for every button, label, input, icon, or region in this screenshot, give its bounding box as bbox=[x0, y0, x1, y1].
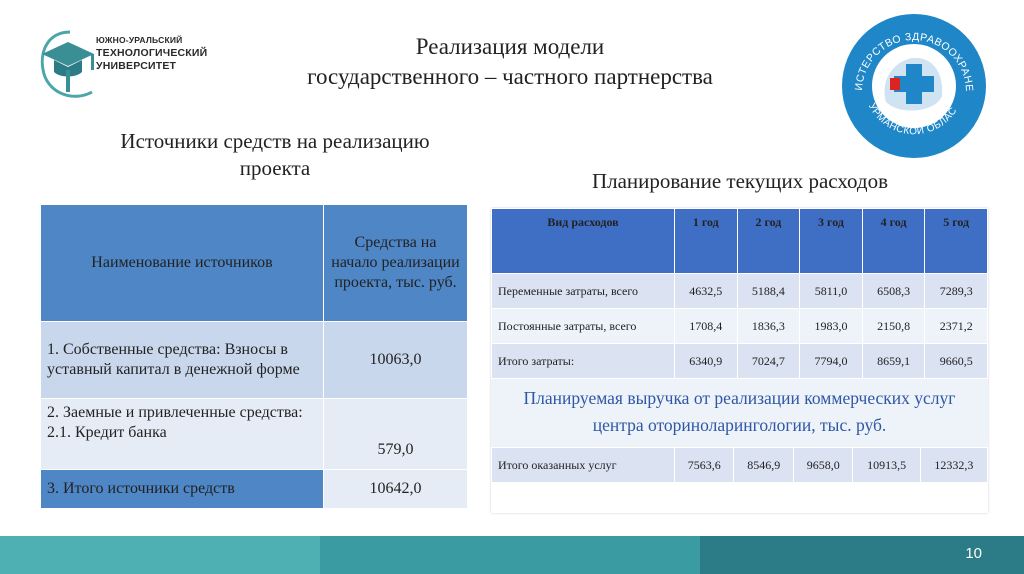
value-cell: 6340,9 bbox=[675, 344, 738, 379]
source-name-cell: 3. Итого источники средств bbox=[41, 470, 324, 509]
table-row bbox=[492, 448, 988, 483]
sources-heading-line-2: проекта bbox=[239, 156, 311, 180]
table-row bbox=[492, 274, 988, 309]
university-logo bbox=[34, 22, 208, 102]
logo-line-2: ТЕХНОЛОГИЧЕСКИЙ bbox=[96, 47, 208, 59]
header-name-cell: Наименование источников bbox=[41, 205, 324, 322]
footer-band-segment bbox=[0, 536, 320, 574]
graduation-cap-icon bbox=[34, 22, 104, 102]
header-cell: 5 год bbox=[925, 209, 988, 274]
table-row bbox=[492, 344, 988, 379]
value-cell: 8546,9 bbox=[734, 448, 793, 483]
footer-band-segment bbox=[320, 536, 700, 574]
value-cell: 2150,8 bbox=[862, 309, 925, 344]
value-cell: 8659,1 bbox=[862, 344, 925, 379]
value-cell: 7024,7 bbox=[737, 344, 800, 379]
value-cell: 7794,0 bbox=[800, 344, 863, 379]
value-cell: 12332,3 bbox=[920, 448, 987, 483]
value-cell: 7563,6 bbox=[675, 448, 734, 483]
sources-heading-line-1: Источники средств на реализацию bbox=[120, 129, 430, 153]
source-value-cell: 579,0 bbox=[324, 399, 468, 470]
expenses-table bbox=[491, 208, 988, 379]
table-header-row bbox=[41, 205, 468, 322]
value-cell: 1983,0 bbox=[800, 309, 863, 344]
header-cell: 4 год bbox=[862, 209, 925, 274]
expense-name-cell: Переменные затраты, всего bbox=[492, 274, 675, 309]
value-cell: 10913,5 bbox=[853, 448, 920, 483]
title-line-2: государственного – частного партнерства bbox=[307, 64, 713, 89]
logo-line-1: ЮЖНО-УРАЛЬСКИЙ bbox=[96, 35, 183, 45]
source-value-cell: 10063,0 bbox=[324, 322, 468, 399]
page-number: 10 bbox=[965, 545, 982, 562]
table-row bbox=[41, 399, 468, 470]
expenses-block bbox=[491, 208, 988, 513]
source-value-cell: 10642,0 bbox=[324, 470, 468, 509]
footer-band bbox=[0, 536, 1024, 574]
title-line-1: Реализация модели bbox=[415, 34, 605, 59]
revenue-table bbox=[491, 447, 988, 483]
header-cell: 2 год bbox=[737, 209, 800, 274]
value-cell: 4632,5 bbox=[675, 274, 738, 309]
value-cell: 2371,2 bbox=[925, 309, 988, 344]
table-row bbox=[41, 470, 468, 509]
sources-table bbox=[40, 204, 468, 509]
university-name bbox=[96, 34, 216, 73]
slide-title bbox=[200, 32, 820, 92]
source-name-cell: 2. Заемные и привлеченные средства: 2.1. Кредит банка bbox=[41, 399, 324, 470]
value-cell: 9658,0 bbox=[793, 448, 852, 483]
value-cell: 6508,3 bbox=[862, 274, 925, 309]
table-row bbox=[492, 309, 988, 344]
logo-line-3: УНИВЕРСИТЕТ bbox=[96, 60, 177, 72]
revenue-heading-line-2: центра оториноларингологии, тыс. руб. bbox=[592, 415, 887, 435]
value-cell: 5188,4 bbox=[737, 274, 800, 309]
sources-heading bbox=[60, 128, 490, 182]
header-cell: Вид расходов bbox=[492, 209, 675, 274]
revenue-name-cell: Итого оказанных услуг bbox=[492, 448, 675, 483]
value-cell: 1708,4 bbox=[675, 309, 738, 344]
revenue-heading bbox=[491, 379, 988, 447]
revenue-heading-line-1: Планируемая выручка от реализации коммерческих услуг bbox=[523, 388, 956, 408]
expenses-heading: Планирование текущих расходов bbox=[591, 169, 889, 193]
emblem-text-top: ИСТЕРСТВО ЗДРАВООХРАНЕ bbox=[852, 30, 976, 93]
header-cell: 1 год bbox=[675, 209, 738, 274]
expense-name-cell: Итого затраты: bbox=[492, 344, 675, 379]
expense-name-cell: Постоянные затраты, всего bbox=[492, 309, 675, 344]
value-cell: 9660,5 bbox=[925, 344, 988, 379]
value-cell: 7289,3 bbox=[925, 274, 988, 309]
emblem-text-bottom: УРМАНСКОЙ ОБЛАС bbox=[865, 101, 960, 138]
table-row bbox=[41, 322, 468, 399]
ministry-emblem bbox=[840, 12, 988, 160]
header-cell: 3 год bbox=[800, 209, 863, 274]
header-value-cell: Средства на начало реализации проекта, тыс. руб. bbox=[324, 205, 468, 322]
table-header-row bbox=[492, 209, 988, 274]
value-cell: 1836,3 bbox=[737, 309, 800, 344]
value-cell: 5811,0 bbox=[800, 274, 863, 309]
source-name-cell: 1. Собственные средства: Взносы в уставный капитал в денежной форме bbox=[41, 322, 324, 399]
